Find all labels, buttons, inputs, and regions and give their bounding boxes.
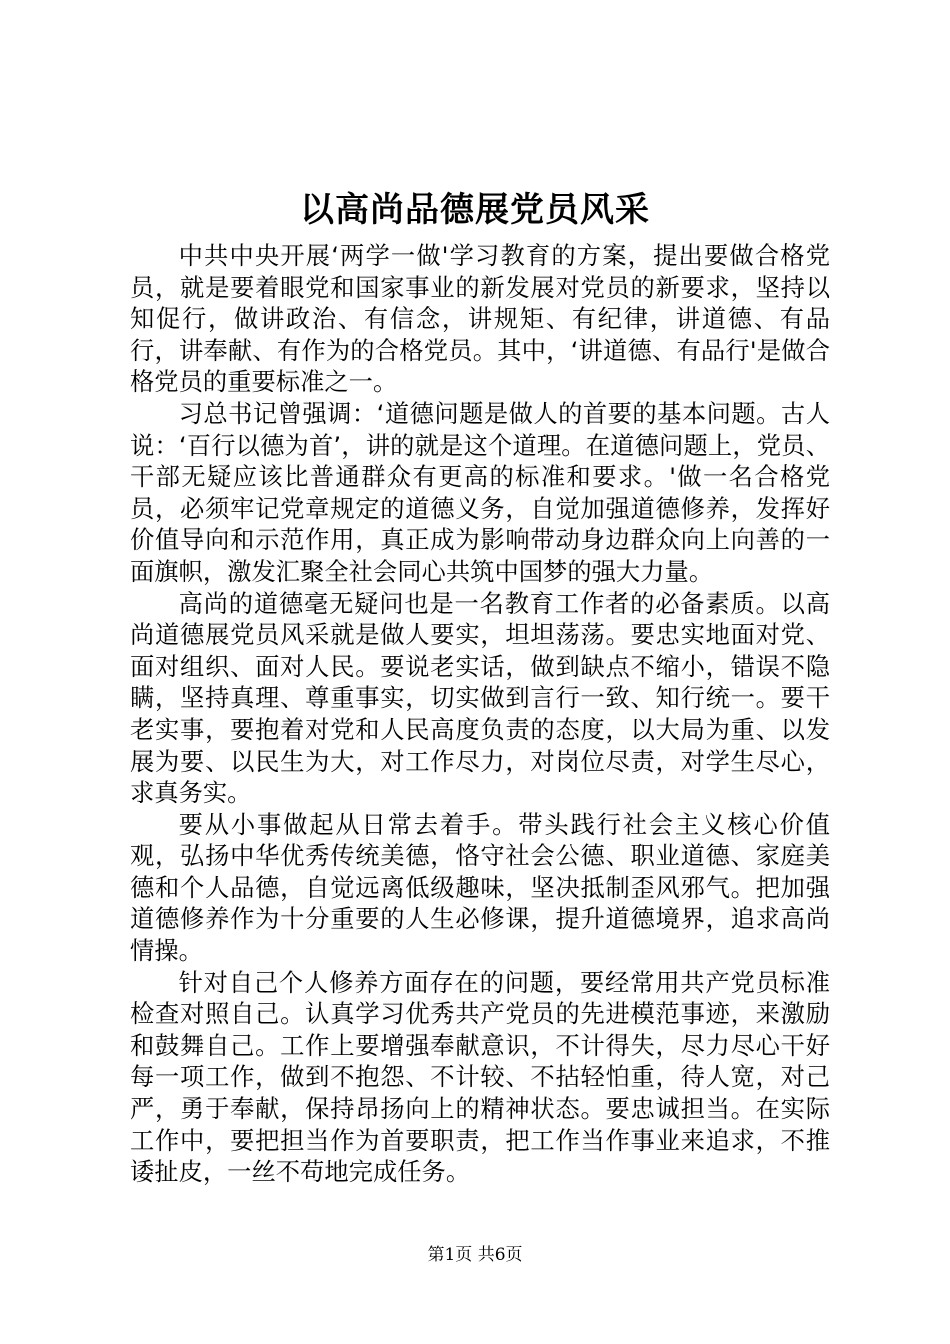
paragraph: 中共中央开展‘两学一做'学习教育的方案，提出要做合格党员，就是要着眼党和国家事业的新发展对党员的新要求，坚持以知促行，做讲政治、有信念，讲规矩、有纪律，讲道德、有品行，讲奉献、有作为的合格党员。其中，‘讲道德、有品行'是做合格党员的重要标准之一。 [130,241,830,397]
page-number-footer: 第1页 共6页 [427,1245,523,1265]
paragraph: 针对自己个人修养方面存在的问题，要经常用共产党员标准检查对照自己。认真学习优秀共产党员的先进模范事迹，来激励和鼓舞自己。工作上要增强奉献意识，不计得失，尽力尽心干好每一项工作，做到不抱怨、不计较、不拈轻怕重，待人宽，对己严，勇于奉献，保持昂扬向上的精神状态。要忠诚担当。在实际工作中，要把担当作为首要职责，把工作当作事业来追求，不推诿扯皮，一丝不苟地完成任务。 [130,967,830,1187]
paragraph: 习总书记曾强调：‘道德问题是做人的首要的基本问题。古人说：‘百行以德为首’，讲的就是这个道理。在道德问题上，党员、干部无疑应该比普通群众有更高的标准和要求。'做一名合格党员，必须牢记党章规定的道德义务，自觉加强道德修养，发挥好价值导向和示范作用，真正成为影响带动身边群众向上向善的一面旗帜，激发汇聚全社会同心共筑中国梦的强大力量。 [130,398,830,586]
paragraph: 高尚的道德毫无疑问也是一名教育工作者的必备素质。以高尚道德展党员风采就是做人要实，坦坦荡荡。要忠实地面对党、面对组织、面对人民。要说老实话，做到缺点不缩小，错误不隐瞒，坚持真理、尊重事实，切实做到言行一致、知行统一。要干老实事，要抱着对党和人民高度负责的态度，以大局为重、以发展为要、以民生为大，对工作尽力，对岗位尽责，对学生尽心，求真务实。 [130,588,830,808]
document-title: 以高尚品德展党员风采 [300,190,650,230]
paragraph: 要从小事做起从日常去着手。带头践行社会主义核心价值观，弘扬中华优秀传统美德，恪守社会公德、职业道德、家庭美德和个人品德，自觉远离低级趣味，坚决抵制歪风邪气。把加强道德修养作为十分重要的人生必修课，提升道德境界，追求高尚情操。 [130,809,830,966]
document-body [130,240,830,1188]
